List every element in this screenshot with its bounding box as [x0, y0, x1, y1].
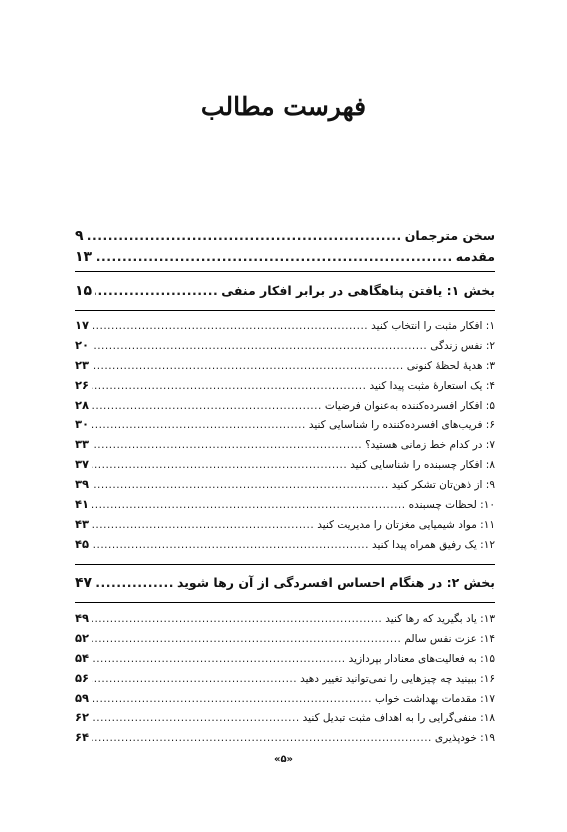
chapter-page-number: ۵۲ — [75, 630, 90, 645]
part-page-number: ۴۷ — [75, 575, 93, 591]
chapter-page-number: ۳۷ — [75, 457, 90, 472]
page-number-footer: «۵» — [273, 754, 294, 765]
dot-leader — [92, 320, 368, 332]
chapter-page-number: ۳۳ — [75, 437, 90, 452]
part-2-heading — [75, 575, 495, 597]
dot-leader — [92, 613, 382, 625]
chapter-page-number: ۳۰ — [75, 417, 90, 432]
chapter-label: ۱۹: خودپذیری — [434, 732, 495, 745]
part-1-chapter-list — [75, 318, 495, 557]
toc-chapter[interactable] — [75, 417, 495, 437]
dot-leader — [95, 249, 453, 264]
chapter-label: ۱۳: یاد بگیرید که رها کنید — [385, 613, 495, 625]
entry-page-number: ۹ — [75, 228, 84, 244]
chapter-page-number: ۴۱ — [75, 497, 90, 512]
toc-chapter[interactable] — [75, 437, 495, 457]
toc-chapter[interactable] — [75, 398, 495, 418]
toc-chapter[interactable] — [75, 691, 495, 711]
chapter-label: ۸: افکار چسبنده را شناسایی کنید — [350, 459, 495, 472]
toc-part-1[interactable] — [75, 283, 495, 305]
dot-leader — [92, 673, 297, 685]
chapter-label: ۲: نفس زندگی — [430, 339, 495, 352]
chapter-label: ۱۵: به فعالیت‌های معنادار بپردازید — [348, 652, 495, 665]
chapter-page-number: ۵۹ — [75, 690, 90, 705]
dot-leader — [92, 360, 404, 372]
toc-chapter[interactable] — [75, 730, 495, 750]
part-page-number: ۱۵ — [75, 283, 93, 299]
chapter-label: ۳: هدیهٔ لحظهٔ کنونی — [406, 359, 495, 372]
chapter-label: ۷: در کدام خط زمانی هستید؟ — [365, 439, 495, 452]
chapter-page-number: ۴۳ — [75, 516, 90, 531]
toc-chapter[interactable] — [75, 517, 495, 537]
dot-leader — [92, 459, 347, 471]
dot-leader — [92, 519, 314, 531]
part-label: بخش ۲: در هنگام احساس افسردگی از آن رها شوید — [177, 575, 495, 590]
chapter-page-number: ۲۳ — [75, 357, 90, 372]
dot-leader — [92, 693, 372, 705]
dot-leader — [92, 340, 427, 352]
dot-leader — [92, 400, 322, 412]
toc-entry-introduction[interactable] — [75, 249, 495, 270]
toc-chapter[interactable] — [75, 457, 495, 477]
section-divider — [75, 271, 495, 272]
section-divider — [75, 564, 495, 565]
dot-leader — [92, 539, 369, 551]
chapter-label: ۱۴: عزت نفس سالم — [404, 632, 495, 645]
toc-chapter[interactable] — [75, 477, 495, 497]
entry-label: سخن مترجمان — [404, 228, 495, 243]
toc-entry-translators-note[interactable] — [75, 228, 495, 249]
chapter-page-number: ۵۶ — [75, 670, 90, 685]
chapter-page-number: ۶۲ — [75, 710, 90, 725]
chapter-label: ۱۲: یک رفیق همراه پیدا کنید — [371, 538, 495, 551]
chapter-label: ۱۱: مواد شیمیایی مغزتان را مدیریت کنید — [317, 518, 495, 531]
chapter-page-number: ۴۹ — [75, 611, 90, 625]
part-1-heading — [75, 283, 495, 305]
toc-chapter[interactable] — [75, 651, 495, 671]
dot-leader — [95, 575, 174, 590]
dot-leader — [87, 228, 402, 243]
page-title: فهرست مطالب — [200, 92, 367, 121]
entry-page-number: ۱۳ — [75, 249, 93, 265]
toc-chapter[interactable] — [75, 537, 495, 557]
dot-leader — [92, 732, 432, 744]
toc-chapter[interactable] — [75, 671, 495, 691]
toc-chapter[interactable] — [75, 710, 495, 730]
toc-chapter[interactable] — [75, 358, 495, 378]
part-label: بخش ۱: یافتن پناهگاهی در برابر افکار منفی — [221, 283, 495, 298]
chapter-label: ۱۸: منفی‌گرایی را به اهداف مثبت تبدیل کنید — [302, 712, 495, 725]
chapter-page-number: ۴۵ — [75, 536, 90, 551]
section-divider — [75, 602, 495, 603]
chapter-label: ۹: از ذهن‌تان تشکر کنید — [391, 479, 495, 492]
dot-leader — [92, 419, 306, 431]
section-divider — [75, 310, 495, 311]
chapter-page-number: ۵۴ — [75, 650, 90, 665]
front-matter-list — [75, 228, 495, 270]
toc-chapter[interactable] — [75, 631, 495, 651]
dot-leader — [92, 479, 389, 491]
chapter-page-number: ۶۴ — [75, 730, 90, 745]
toc-chapter[interactable] — [75, 338, 495, 358]
part-2-chapter-list — [75, 611, 495, 750]
entry-label: مقدمه — [455, 249, 495, 264]
dot-leader — [92, 633, 401, 645]
chapter-label: ۱۰: لحظات چسبنده — [408, 499, 495, 512]
chapter-page-number: ۲۶ — [75, 377, 90, 392]
chapter-label: ۱۶: ببینید چه چیزهایی را نمی‌توانید تغییر دهید — [300, 672, 495, 685]
chapter-label: ۶: فریب‌های افسرده‌کننده را شناسایی کنید — [308, 419, 495, 432]
dot-leader — [95, 283, 218, 298]
dot-leader — [92, 499, 406, 511]
chapter-label: ۱: افکار مثبت را انتخاب کنید — [371, 320, 495, 332]
chapter-label: ۵: افکار افسرده‌کننده به‌عنوان فرضیات — [324, 399, 495, 412]
chapter-label: ۴: یک استعارهٔ مثبت پیدا کنید — [369, 379, 495, 392]
dot-leader — [92, 380, 366, 392]
toc-part-2[interactable] — [75, 575, 495, 597]
chapter-page-number: ۳۹ — [75, 477, 90, 492]
dot-leader — [92, 653, 346, 665]
chapter-label: ۱۷: مقدمات بهداشت خواب — [374, 692, 495, 705]
chapter-page-number: ۲۸ — [75, 397, 90, 412]
toc-chapter[interactable] — [75, 318, 495, 338]
dot-leader — [92, 439, 362, 451]
chapter-page-number: ۱۷ — [75, 318, 90, 332]
toc-chapter[interactable] — [75, 611, 495, 631]
toc-chapter[interactable] — [75, 378, 495, 398]
dot-leader — [92, 712, 300, 724]
chapter-page-number: ۲۰ — [75, 337, 90, 352]
toc-chapter[interactable] — [75, 497, 495, 517]
